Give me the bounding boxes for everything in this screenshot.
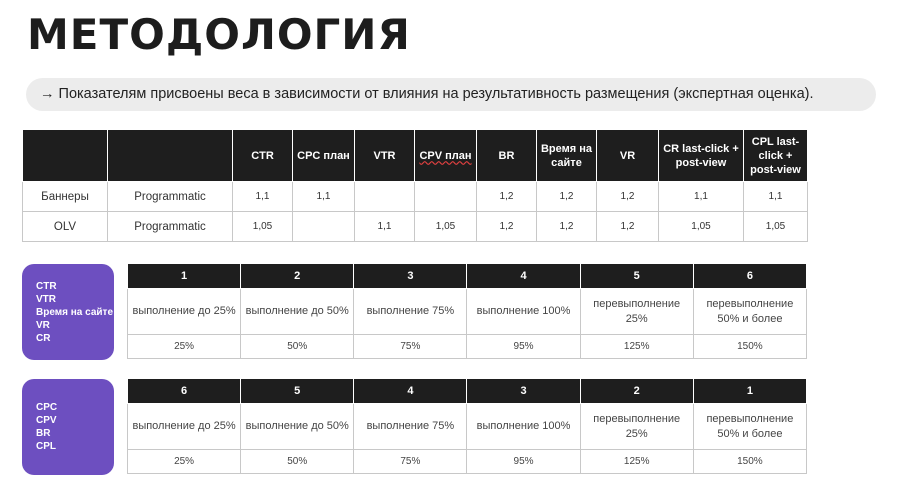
metric-label: Время на сайте	[36, 306, 114, 318]
scale-header-row	[128, 379, 807, 404]
metrics-group-2-badge	[22, 379, 114, 475]
description-cell: выполнение до 50%	[241, 404, 354, 450]
metric-label: CPL	[36, 441, 56, 452]
description-cell: перевыполнение 50% и более	[693, 289, 806, 335]
metric-label: CR	[36, 332, 51, 344]
methodology-note: → Показателям присвоены веса в зависимости от влияния на результативность размещения (экспертная оценка).	[26, 78, 876, 111]
weight-cell: 1,1	[744, 182, 808, 212]
weight-cell: 1,2	[597, 212, 659, 242]
percent-cell: 95%	[467, 450, 580, 474]
table-row	[128, 404, 807, 450]
level-cell: 2	[241, 264, 354, 289]
table-row	[23, 182, 808, 212]
table-row	[128, 335, 807, 359]
metric-label: VR	[36, 319, 50, 331]
level-cell: 1	[693, 379, 806, 404]
weight-cell	[355, 182, 415, 212]
percent-cell: 125%	[580, 450, 693, 474]
metric-label: CTR	[36, 280, 57, 292]
level-cell: 5	[580, 264, 693, 289]
percent-cell: 95%	[467, 335, 580, 359]
weight-cell: 1,05	[659, 212, 744, 242]
level-cell: 4	[354, 379, 467, 404]
weight-cell: 1,1	[233, 182, 293, 212]
header-cell: CPC план	[293, 130, 355, 182]
percent-cell: 75%	[354, 450, 467, 474]
level-cell: 6	[128, 379, 241, 404]
metrics-group-1-badge	[22, 264, 114, 360]
weights-table	[22, 129, 808, 242]
weights-header-row	[23, 130, 808, 182]
metric-label: BR	[36, 428, 51, 439]
weight-cell	[293, 212, 355, 242]
weight-cell: 1,1	[293, 182, 355, 212]
description-cell: выполнение 75%	[354, 289, 467, 335]
header-cell	[23, 130, 108, 182]
level-cell: 4	[467, 264, 580, 289]
percent-cell: 25%	[128, 335, 241, 359]
header-cell	[415, 130, 477, 182]
percent-cell: 150%	[693, 450, 806, 474]
percent-cell: 150%	[693, 335, 806, 359]
metric-label: CPV	[36, 415, 57, 426]
description-cell: перевыполнение 50% и более	[693, 404, 806, 450]
level-cell: 5	[241, 379, 354, 404]
row-label: OLV	[23, 212, 108, 242]
row-label: Баннеры	[23, 182, 108, 212]
scale-table-2	[127, 378, 807, 474]
description-cell: выполнение до 50%	[241, 289, 354, 335]
description-cell: выполнение 100%	[467, 289, 580, 335]
weight-cell: 1,2	[597, 182, 659, 212]
description-cell: выполнение 100%	[467, 404, 580, 450]
header-cell: CTR	[233, 130, 293, 182]
description-cell: перевыполнение 25%	[580, 289, 693, 335]
percent-cell: 50%	[241, 335, 354, 359]
table-row	[128, 289, 807, 335]
percent-cell: 125%	[580, 335, 693, 359]
weight-cell: 1,05	[415, 212, 477, 242]
description-cell: выполнение 75%	[354, 404, 467, 450]
metric-label: VTR	[36, 293, 56, 305]
level-cell: 2	[580, 379, 693, 404]
description-cell: выполнение до 25%	[128, 404, 241, 450]
cpv-header-label: CPV план	[419, 149, 472, 162]
description-cell: перевыполнение 25%	[580, 404, 693, 450]
scale-table-1	[127, 263, 807, 359]
row-channel: Programmatic	[108, 212, 233, 242]
weight-cell	[415, 182, 477, 212]
header-cell: BR	[477, 130, 537, 182]
header-cell: VTR	[355, 130, 415, 182]
page-title: МЕТОДОЛОГИЯ	[27, 10, 411, 59]
percent-cell: 75%	[354, 335, 467, 359]
weight-cell: 1,2	[537, 212, 597, 242]
percent-cell: 25%	[128, 450, 241, 474]
percent-cell: 50%	[241, 450, 354, 474]
table-row	[128, 450, 807, 474]
description-cell: выполнение до 25%	[128, 289, 241, 335]
weight-cell: 1,05	[744, 212, 808, 242]
header-cell: Время на сайте	[537, 130, 597, 182]
level-cell: 3	[467, 379, 580, 404]
weight-cell: 1,2	[477, 182, 537, 212]
weight-cell: 1,1	[355, 212, 415, 242]
metric-label: CPC	[36, 402, 58, 413]
weight-cell: 1,05	[233, 212, 293, 242]
weight-cell: 1,1	[659, 182, 744, 212]
header-cell	[108, 130, 233, 182]
level-cell: 6	[693, 264, 806, 289]
header-cell: VR	[597, 130, 659, 182]
scale-header-row	[128, 264, 807, 289]
weight-cell: 1,2	[537, 182, 597, 212]
level-cell: 3	[354, 264, 467, 289]
table-row	[23, 212, 808, 242]
header-cell: CPL last-click + post-view	[744, 130, 808, 182]
header-cell: CR last-click + post-view	[659, 130, 744, 182]
weight-cell: 1,2	[477, 212, 537, 242]
row-channel: Programmatic	[108, 182, 233, 212]
level-cell: 1	[128, 264, 241, 289]
